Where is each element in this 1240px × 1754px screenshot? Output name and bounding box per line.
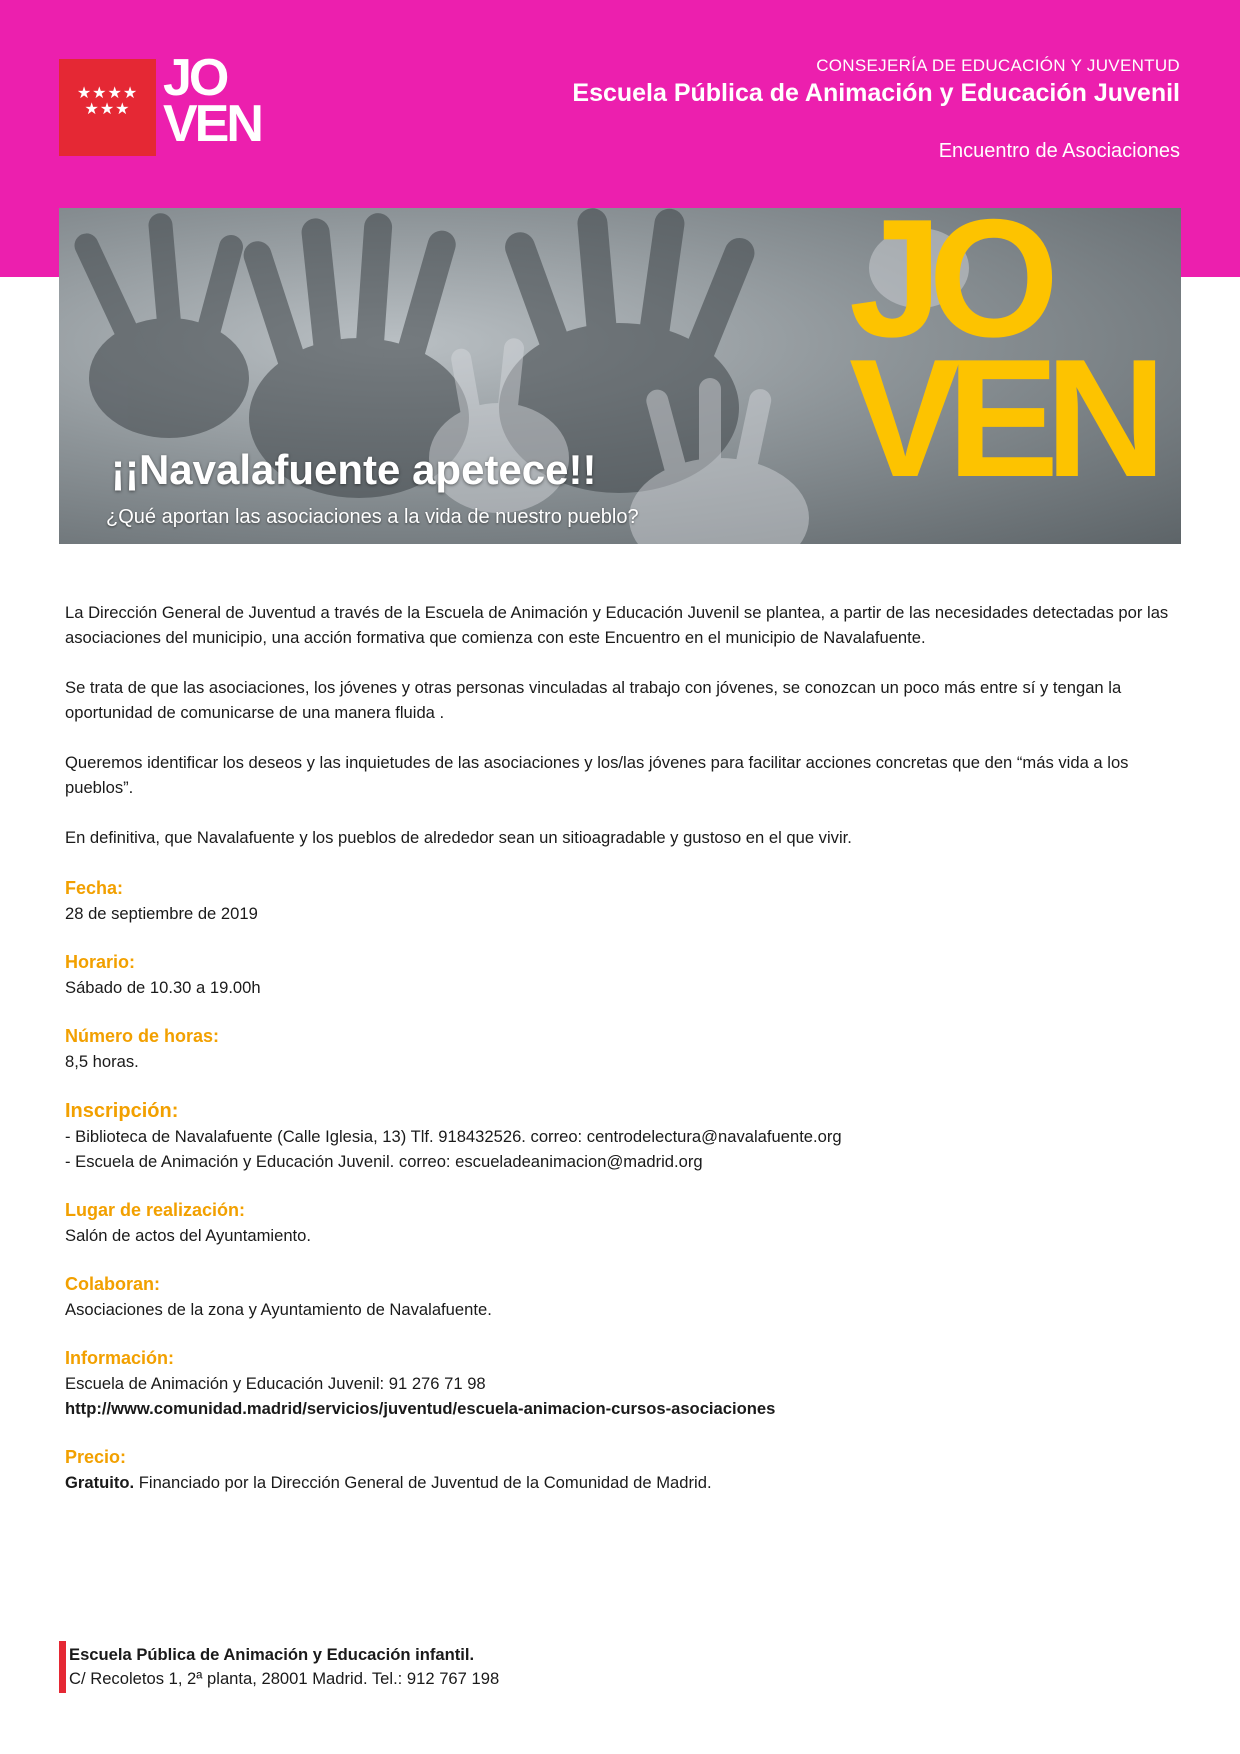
field-value: 8,5 horas. (65, 1052, 139, 1071)
footer-address: C/ Recoletos 1, 2ª planta, 28001 Madrid. Tel.: 912 767 198 (69, 1669, 500, 1688)
banner-joven-bottom: VEN (849, 324, 1153, 512)
field-fecha (65, 876, 1183, 926)
footer-accent-bar (59, 1641, 66, 1693)
intro-paragraph: En definitiva, que Navalafuente y los pueblos de alrededor sean un sitioagradable y gustoso en el que vivir. (65, 828, 852, 847)
field-value: Escuela de Animación y Educación Juvenil: 91 276 71 98 (65, 1374, 486, 1393)
field-label: Lugar de realización: (65, 1200, 246, 1220)
field-precio (65, 1445, 1183, 1495)
info-url-link[interactable]: http://www.comunidad.madrid/servicios/juventud/escuela-animacion-cursos-asociaciones (65, 1399, 776, 1418)
event-details (65, 876, 1183, 1519)
intro-paragraph: Queremos identificar los deseos y las inquietudes de las asociaciones y los/las jóvenes para facilitar acciones concretas que den “más vida a los pueblos”. (65, 753, 1129, 797)
intro-paragraph: La Dirección General de Juventud a través de la Escuela de Animación y Educación Juvenil se plantea, a partir de las necesidades detectadas por las asociaciones del municipio, una acción formativa que comienza con este Encuentro en el municipio de Navalafuente. (65, 603, 1169, 647)
comunidad-madrid-logo (59, 59, 156, 156)
field-value: Sábado de 10.30 a 19.00h (65, 978, 261, 997)
header-kicker: CONSEJERÍA DE EDUCACIÓN Y JUVENTUD (816, 56, 1180, 75)
banner-joven-top: JO (849, 208, 1046, 372)
field-label: Inscripción: (65, 1100, 179, 1122)
joven-logo-bottom: VEN (163, 95, 261, 153)
field-informacion (65, 1346, 1183, 1421)
banner-subtitle: ¿Qué aportan las asociaciones a la vida de nuestro pueblo? (106, 506, 639, 528)
intro-text (65, 600, 1183, 875)
field-label: Fecha: (65, 878, 124, 898)
precio-bold: Gratuito. (65, 1473, 135, 1492)
field-value: Salón de actos del Ayuntamiento. (65, 1226, 312, 1245)
field-label: Horario: (65, 952, 136, 972)
banner-joven-word (849, 208, 1153, 512)
field-horario (65, 950, 1183, 1000)
intro-paragraph: Se trata de que las asociaciones, los jóvenes y otras personas vinculadas al trabajo con jóvenes, se conozcan un poco más entre sí y tengan la oportunidad de comunicarse de una manera fluida . (65, 678, 1122, 722)
field-value: - Biblioteca de Navalafuente (Calle Iglesia, 13) Tlf. 918432526. correo: centrodelectura@navalafuente.org (65, 1127, 842, 1146)
footer-name: Escuela Pública de Animación y Educación infantil. (69, 1645, 475, 1664)
field-horas (65, 1024, 1183, 1074)
joven-logo-top: JO (163, 49, 227, 107)
field-inscripcion (65, 1098, 1183, 1174)
precio-text: Financiado por la Dirección General de Juventud de la Comunidad de Madrid. (134, 1473, 712, 1492)
stars-icon: ★★★★ ★★★ (76, 83, 139, 118)
field-value: Asociaciones de la zona y Ayuntamiento de Navalafuente. (65, 1300, 492, 1319)
field-value: 28 de septiembre de 2019 (65, 904, 258, 923)
field-label: Información: (65, 1348, 175, 1368)
footer (69, 1643, 499, 1691)
header-subtitle: Encuentro de Asociaciones (938, 140, 1180, 162)
field-label: Colaboran: (65, 1274, 161, 1294)
banner-title: ¡¡Navalafuente apetece!! (111, 446, 597, 493)
field-label: Número de horas: (65, 1026, 220, 1046)
field-label: Precio: (65, 1447, 127, 1467)
field-value: - Escuela de Animación y Educación Juvenil. correo: escueladeanimacion@madrid.org (65, 1152, 703, 1171)
header-title: Escuela Pública de Animación y Educación Juvenil (572, 79, 1180, 107)
field-lugar (65, 1198, 1183, 1248)
banner-image (59, 208, 1181, 544)
joven-logo (163, 49, 261, 153)
field-value (65, 1470, 1183, 1495)
field-colaboran (65, 1272, 1183, 1322)
